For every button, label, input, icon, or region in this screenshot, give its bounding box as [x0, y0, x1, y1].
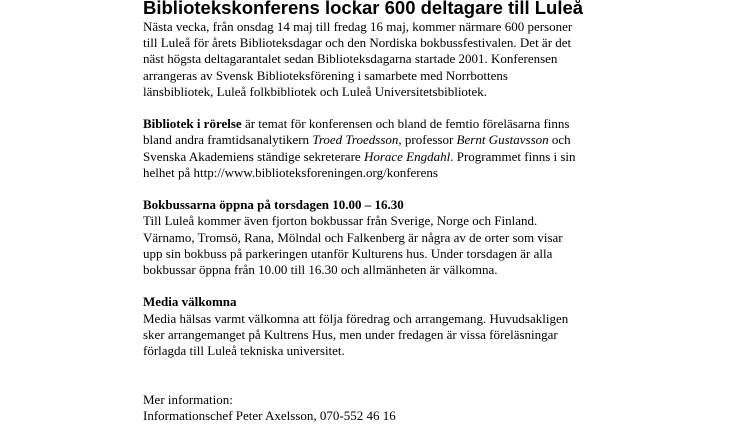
theme-line-2-pre: bland andra framtidsanalytikern [143, 132, 313, 148]
intro-line: till Luleå för årets Biblioteksdagar och den Nordiska bokbussfestivalen. Det är det [143, 35, 572, 51]
more-info-label: Mer information: [143, 391, 233, 407]
media-line: förlagda till Luleå tekniska universitet. [143, 343, 345, 359]
media-heading: Media välkomna [143, 294, 237, 310]
theme-bold-lead: Bibliotek i rörelse [143, 116, 242, 132]
paragraph-gap [143, 181, 703, 197]
intro-paragraph [143, 19, 703, 100]
theme-line-1 [143, 116, 703, 132]
media-line: Media hälsas varmt välkomna att följa föredrag och arrangemang. Huvudsakligen [143, 310, 569, 326]
theme-line-1-rest: är temat för konferensen och bland de femtio föreläsarna finns [241, 116, 570, 132]
theme-line-3 [143, 149, 703, 165]
bookbus-line: Värnamo, Tromsö, Rana, Mölndal och Falkenberg är några av de orter som visar [143, 229, 563, 245]
theme-paragraph [143, 116, 703, 181]
speaker-name-3: Horace Engdahl [363, 148, 451, 164]
intro-line: arrangeras av Svensk Biblioteksförening i samarbete med Norrbottens [143, 67, 508, 83]
paragraph-gap [143, 278, 703, 294]
document-body [143, 19, 703, 424]
intro-line: näst högsta deltagarantalet sedan Biblioteksdagarna startade 2001. Konferensen [143, 51, 558, 67]
more-info-contact: Informationschef Peter Axelsson, 070-552 46 16 [143, 407, 396, 423]
bookbus-line: bokbussar öppna från 10.00 till 16.30 och allmänheten är välkomna. [143, 262, 498, 278]
bookbus-line: Till Luleå kommer även fjorton bokbussar från Sverige, Norge och Finland. [143, 213, 538, 229]
speaker-name-1: Troed Troedsson [312, 132, 399, 148]
theme-line-2 [143, 132, 703, 148]
headline: Bibliotekskonferens lockar 600 deltagare till Luleå [143, 0, 584, 18]
more-info-paragraph [143, 392, 703, 424]
bookbus-paragraph [143, 197, 703, 278]
bookbus-heading: Bokbussarna öppna på torsdagen 10.00 – 16.30 [143, 197, 404, 213]
intro-line: länsbibliotek, Luleå folkbibliotek och Luleå Universitetsbibliotek. [143, 83, 488, 99]
intro-line: Nästa vecka, från onsdag 14 maj till fredag 16 maj, kommer närmare 600 personer [143, 19, 573, 34]
document-page [143, 0, 703, 424]
theme-line-2-post: och [548, 132, 571, 148]
media-paragraph [143, 294, 703, 359]
speaker-name-2: Bernt Gustavsson [456, 132, 549, 148]
media-line: sker arrangemanget på Kultrens Hus, men under fredagen är vissa föreläsningar [143, 326, 558, 342]
theme-line-3-post: . Programmet finns i sin [450, 148, 576, 164]
paragraph-gap [143, 100, 703, 116]
paragraph-gap [143, 359, 703, 391]
theme-line-4: helhet på http://www.biblioteksforeningen.org/konferens [143, 164, 438, 180]
theme-line-2-mid: , professor [398, 132, 457, 148]
theme-line-3-pre: Svenska Akademiens ständige sekreterare [143, 148, 364, 164]
bookbus-line: upp sin bokbuss på parkeringen utanför Kulturens hus. Under torsdagen är alla [143, 245, 553, 261]
